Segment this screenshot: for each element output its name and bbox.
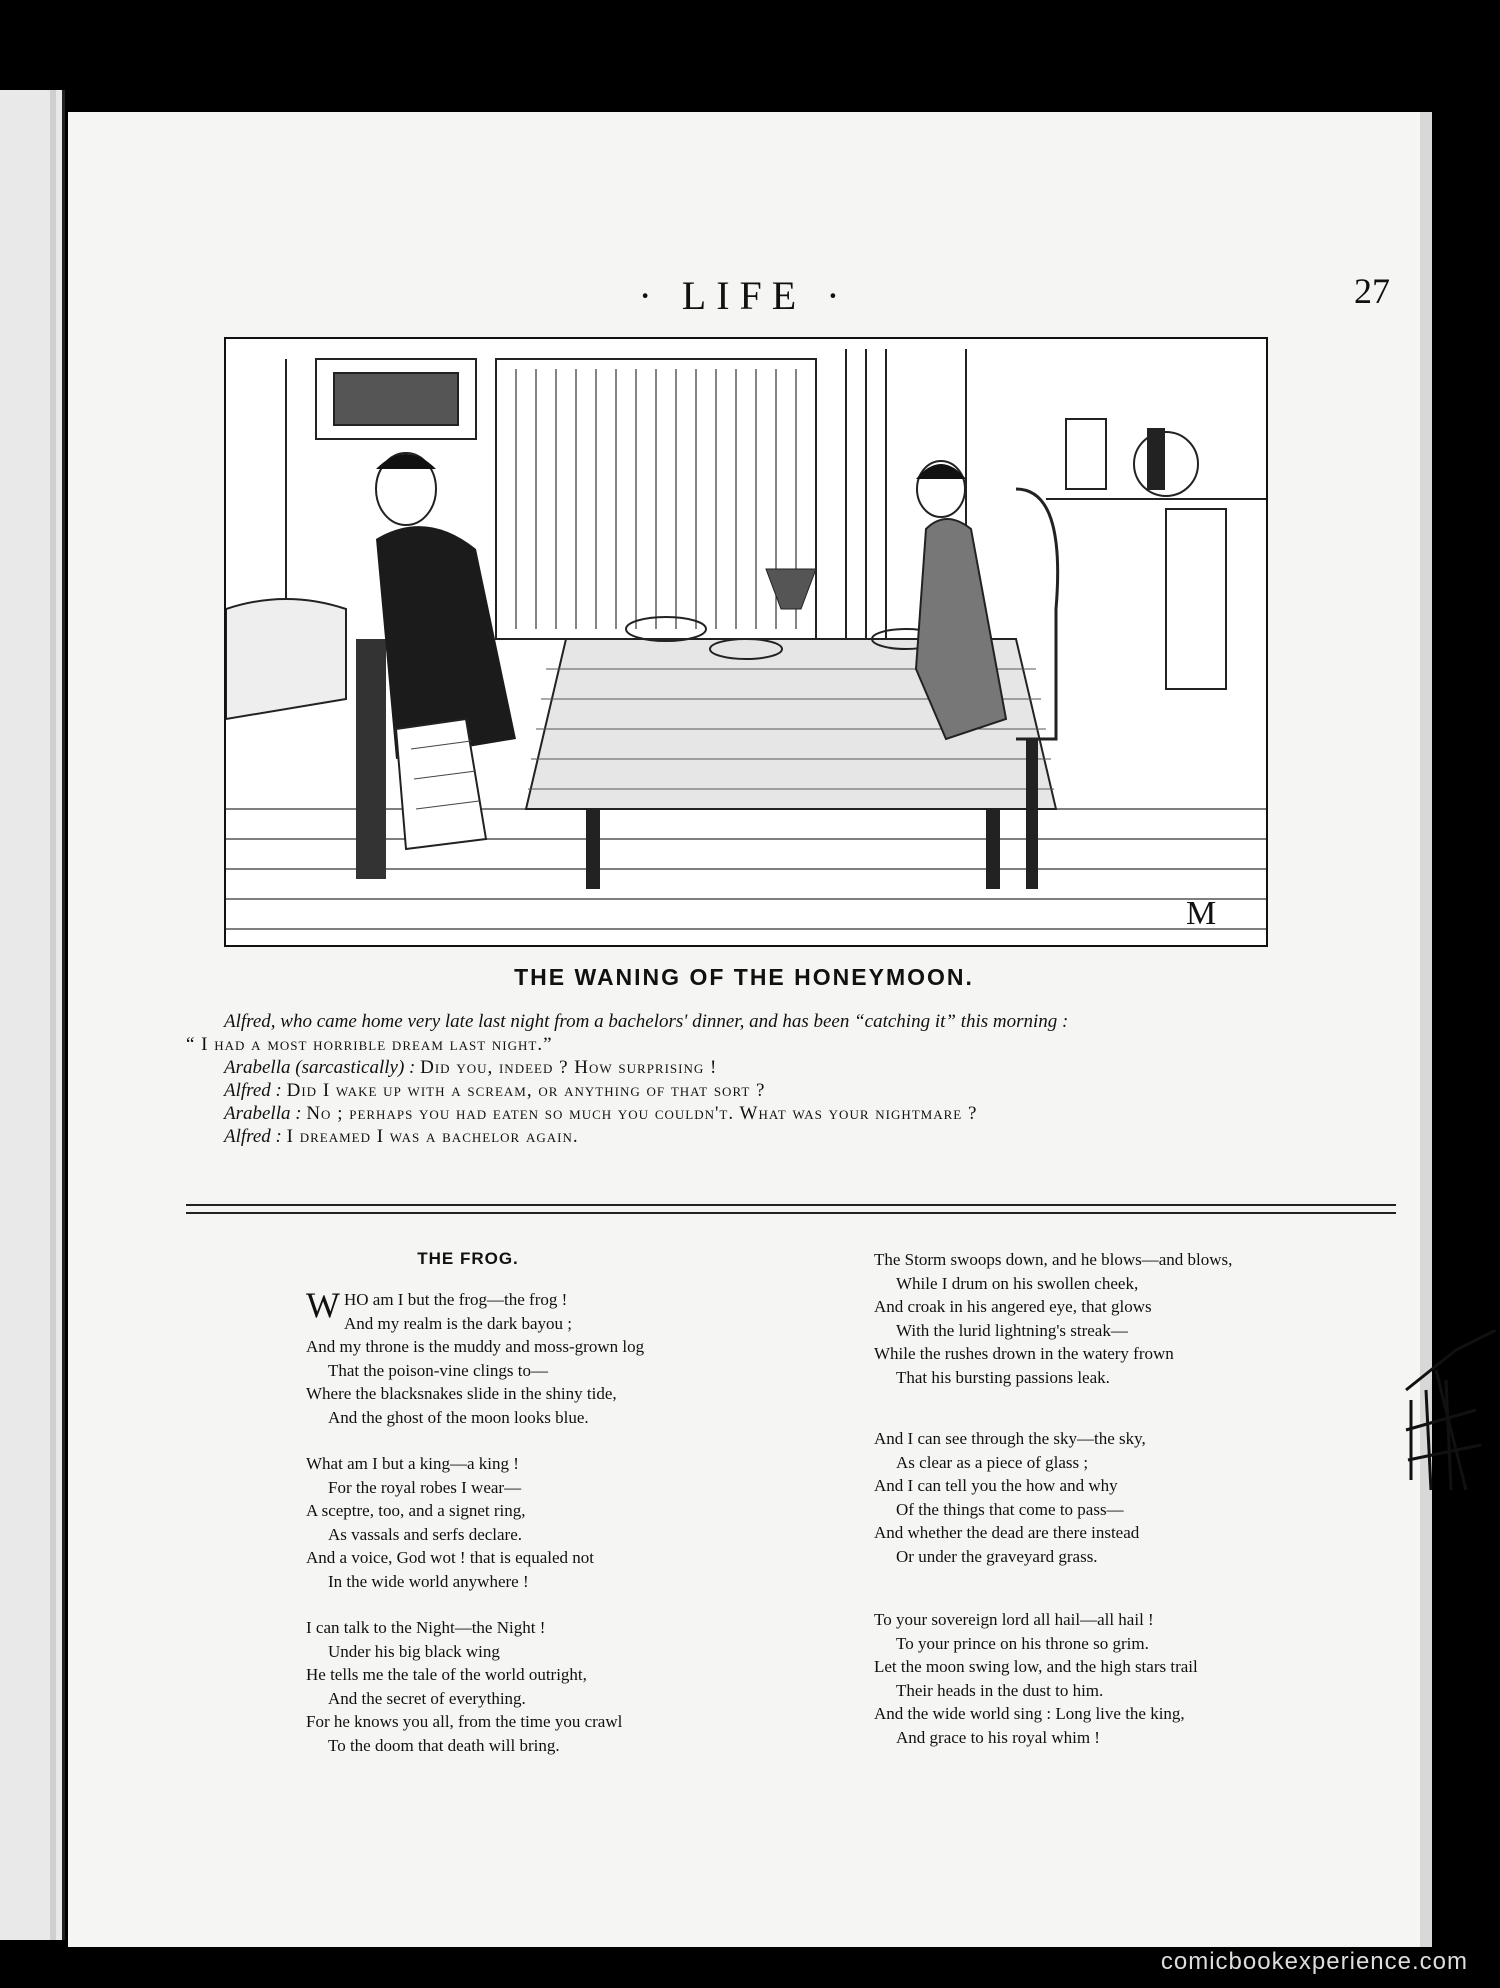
dialogue-line: Arabella : No ; perhaps you had eaten so much you couldn't. What was your nightmare ?	[224, 1103, 978, 1124]
poem-stanza: WHO am I but the frog—the frog ! And my realm is the dark bayou ; And my throne is the muddy and moss-grown log That the poison-vine clings to— Where the blacksnakes slide in the shiny tide, And the ghost of the moon looks blue.	[306, 1285, 645, 1427]
poem-column-left	[306, 1285, 786, 1780]
sofa	[226, 599, 346, 719]
cartoon-illustration	[224, 337, 1268, 947]
poem-title: THE FROG.	[417, 1249, 519, 1268]
speaker-label: Alfred :	[224, 1126, 282, 1147]
dialogue-intro: Alfred, who came home very late last night from a bachelors' dinner, and has been “catching it” this morning :	[224, 1011, 1069, 1032]
speaker-label: Arabella (sarcastically) :	[224, 1057, 416, 1078]
pen-scribble-mark	[1396, 1330, 1496, 1500]
dialogue-line: Alfred : Did I wake up with a scream, or anything of that sort ?	[224, 1080, 766, 1101]
dialogue-line: Alfred : I dreamed I was a bachelor again.	[224, 1126, 579, 1147]
poem-stanza: I can talk to the Night—the Night ! Under his big black wing He tells me the tale of the world outright, And the secret of everything. For he knows you all, from the time you crawl To the doom that death will bring.	[306, 1618, 623, 1755]
page-edge	[1420, 112, 1432, 1947]
poem-column-right	[874, 1248, 1394, 1772]
artist-signature: M	[1186, 895, 1217, 932]
poem-stanza: To your sovereign lord all hail—all hail ! To your prince on his throne so grim. Let the moon swing low, and the high stars trail Their heads in the dust to him. And the wide world sing : Long live the king, And grace to his royal whim !	[874, 1610, 1198, 1747]
speaker-label: Alfred :	[224, 1080, 282, 1101]
drop-cap: W	[306, 1285, 340, 1325]
cartoon-title: THE WANING OF THE HONEYMOON.	[514, 964, 974, 990]
poem-stanza: What am I but a king—a king ! For the royal robes I wear— A sceptre, too, and a signet ring, As vassals and serfs declare. And a voice, God wot ! that is equaled not In the wide world anywhere !	[306, 1454, 594, 1591]
magazine-page	[68, 112, 1420, 1947]
dialogue-line: “ I had a most horrible dream last night.”	[186, 1034, 553, 1055]
poem-stanza: And I can see through the sky—the sky, As clear as a piece of glass ; And I can tell you the how and why Of the things that come to pass— And whether the dead are there instead Or under the graveyard grass.	[874, 1429, 1146, 1566]
poem-stanza: The Storm swoops down, and he blows—and blows, While I drum on his swollen cheek, And croak in his angered eye, that glows With the lurid lightning's streak— While the rushes drown in the watery frown That his bursting passions leak.	[874, 1250, 1233, 1387]
facing-page-edge	[0, 90, 65, 1940]
dialogue-line: Arabella (sarcastically) : Did you, indeed ? How surprising !	[224, 1057, 718, 1078]
binding-gutter	[50, 90, 56, 1940]
running-head: · LIFE ·	[638, 273, 850, 318]
cartoon-dialogue	[186, 1010, 1416, 1148]
double-rule-divider	[186, 1204, 1396, 1214]
speaker-label: Arabella :	[224, 1103, 302, 1124]
page-number: 27	[1354, 271, 1390, 311]
breakfast-scene-drawing	[226, 339, 1266, 945]
site-watermark: comicbookexperience.com	[1160, 1948, 1468, 1975]
